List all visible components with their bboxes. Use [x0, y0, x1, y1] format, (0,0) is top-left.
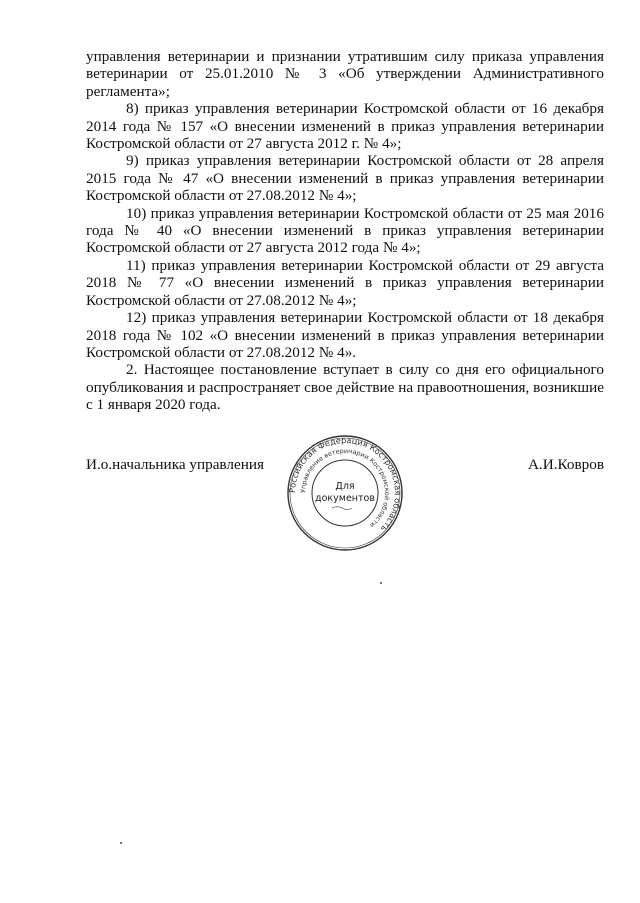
official-seal [286, 434, 404, 552]
seal-center-line2: документов [315, 493, 375, 504]
list-item-12: 12) приказ управления ветеринарии Костромской области от 18 декабря 2018 года № 102 «О внесении изменений в приказ управления ветеринарии Костромской области от 27.08.2012 № 4». [86, 309, 604, 361]
seal-outer-text: Российская Федерация Костромская область [286, 434, 404, 534]
seal-center-line1: Для [335, 481, 355, 492]
paragraph-continuation: управления ветеринарии и признании утратившим силу приказа управления ветеринарии от 25.01.2010 № 3 «Об утверждении Административного регламента»; [86, 48, 604, 100]
list-item-10: 10) приказ управления ветеринарии Костромской области от 25 мая 2016 года № 40 «О внесении изменений в приказ управления ветеринарии Костромской области от 27 августа 2012 года № 4»; [86, 204, 604, 257]
seal-handwriting-mark [332, 507, 352, 510]
list-item-9: 9) приказ управления ветеринарии Костромской области от 28 апреля 2015 года № 47 «О внесении изменений в приказ управления ветеринарии Костромской области от 27.08.2012 № 4»; [86, 152, 604, 205]
signatory-position: И.о.начальника управления [86, 456, 264, 473]
list-item-11: 11) приказ управления ветеринарии Костромской области от 29 августа 2018 № 77 «О внесении изменений в приказ управления ветеринарии Костромской области от 27.08.2012 № 4»; [86, 256, 604, 309]
document-body [86, 48, 604, 414]
signatory-name: А.И.Ковров [527, 456, 604, 473]
effective-date-paragraph: 2. Настоящее постановление вступает в силу со дня его официального опубликования и распространяет свое действие на правоотношения, возникшие с 1 января 2020 года. [86, 361, 604, 414]
list-item-8: 8) приказ управления ветеринарии Костромской области от 16 декабря 2014 года № 157 «О внесении изменений в приказ управления ветеринарии Костромской области от 27 августа 2012 г. № 4»; [86, 100, 604, 153]
scan-speck [380, 582, 382, 584]
scan-speck [120, 842, 122, 844]
seal-inner-text: Управление ветеринарии Костромской области [298, 446, 392, 530]
